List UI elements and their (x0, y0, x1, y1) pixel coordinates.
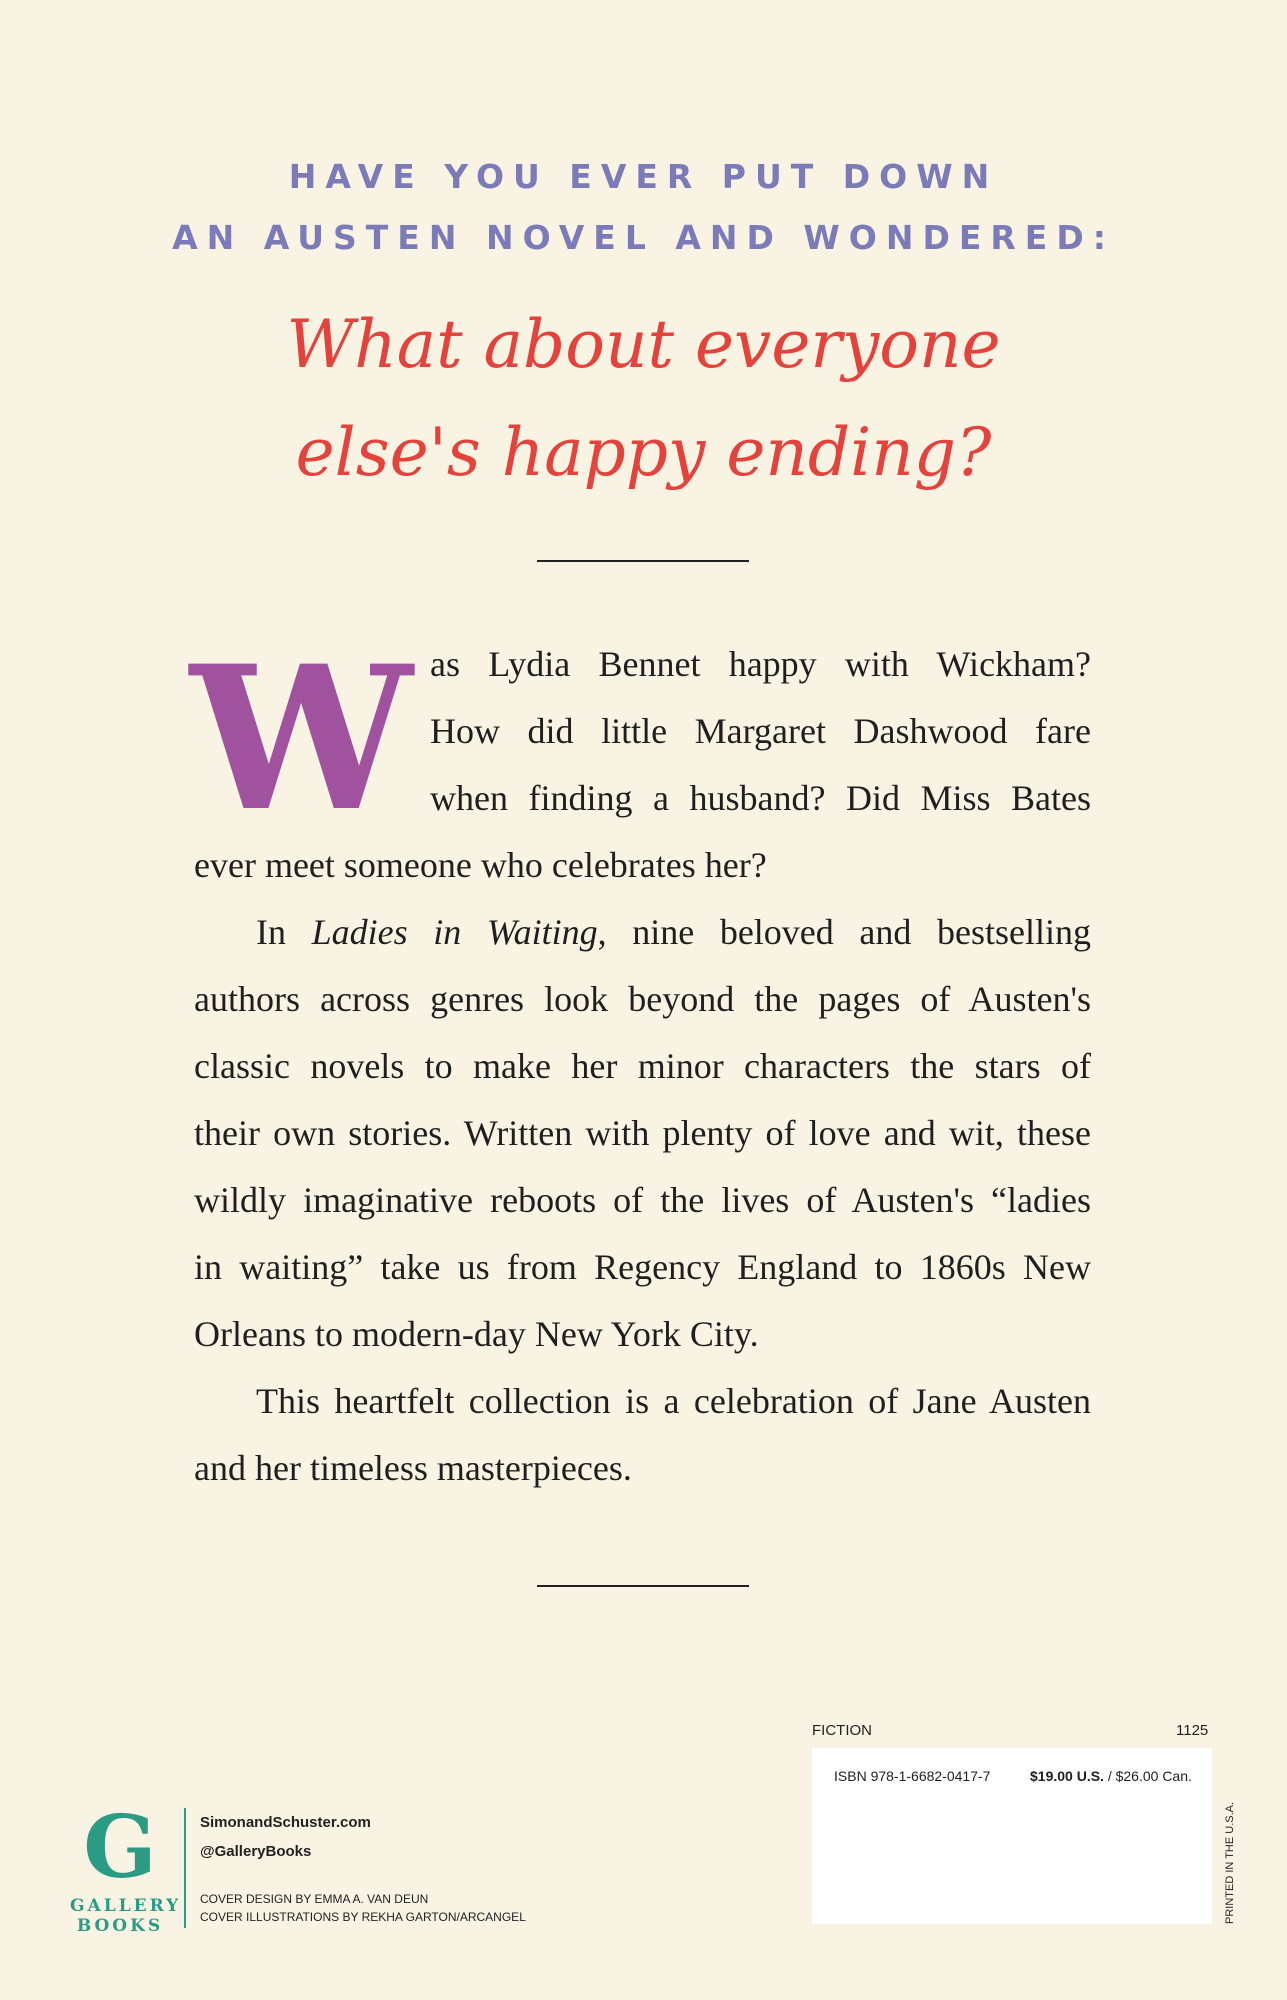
publisher-social: @GalleryBooks (200, 1843, 312, 1860)
body-line: wildly imaginative reboots of the lives of Austen's “ladies (194, 1180, 1091, 1220)
divider-top (537, 560, 749, 562)
logo-line-2: BOOKS (76, 1915, 164, 1936)
body-line: Orleans to modern-day New York City. (194, 1314, 759, 1354)
body-line-title: In Ladies in Waiting, nine beloved and bestselling (256, 912, 1092, 952)
price: $19.00 U.S. / $26.00 Can. (1030, 1768, 1192, 1784)
body-line: authors across genres look beyond the pages of Austen's (194, 979, 1091, 1019)
tagline-line-2: else's happy ending? (295, 414, 992, 491)
isbn: ISBN 978-1-6682-0417-7 (834, 1768, 991, 1784)
category-code: 1125 (1176, 1722, 1209, 1739)
body-line: their own stories. Written with plenty of love and wit, these (194, 1113, 1091, 1153)
divider-bottom (537, 1585, 749, 1587)
logo-divider (184, 1808, 186, 1928)
cover-design-credit: COVER DESIGN BY EMMA A. VAN DEUN (200, 1892, 429, 1906)
headline-line-1: HAVE YOU EVER PUT DOWN (288, 157, 999, 196)
barcode-box (812, 1748, 1212, 1924)
body-line: How did little Margaret Dashwood fare (430, 711, 1091, 751)
price-us: $19.00 U.S. (1030, 1768, 1104, 1784)
body-line: This heartfelt collection is a celebration of Jane Austen (256, 1381, 1091, 1421)
body-line: classic novels to make her minor characters the stars of (194, 1046, 1091, 1086)
price-can: $26.00 Can. (1115, 1768, 1192, 1784)
headline-line-2: AN AUSTEN NOVEL AND WONDERED: (172, 218, 1115, 257)
logo-letter: G (83, 1797, 157, 1898)
cover-illustration-credit: COVER ILLUSTRATIONS BY REKHA GARTON/ARCANGEL (200, 1910, 526, 1924)
body-line: and her timeless masterpieces. (194, 1448, 632, 1488)
body-line: in waiting” take us from Regency England to 1860s New (194, 1247, 1091, 1287)
publisher-website: SimonandSchuster.com (200, 1814, 371, 1831)
printed-in-usa: PRINTED IN THE U.S.A. (1224, 1801, 1236, 1924)
book-title: Ladies in Waiting (311, 912, 598, 952)
logo-line-1: GALLERY (70, 1896, 182, 1916)
gallery-books-logo (70, 1797, 182, 1936)
body-line: as Lydia Bennet happy with Wickham? (430, 644, 1091, 684)
drop-cap: W (190, 622, 413, 855)
tagline-line-1: What about everyone (286, 306, 1001, 383)
body-line: when finding a husband? Did Miss Bates (430, 778, 1091, 818)
body-line: ever meet someone who celebrates her? (194, 845, 767, 885)
category-label: FICTION (812, 1722, 872, 1739)
